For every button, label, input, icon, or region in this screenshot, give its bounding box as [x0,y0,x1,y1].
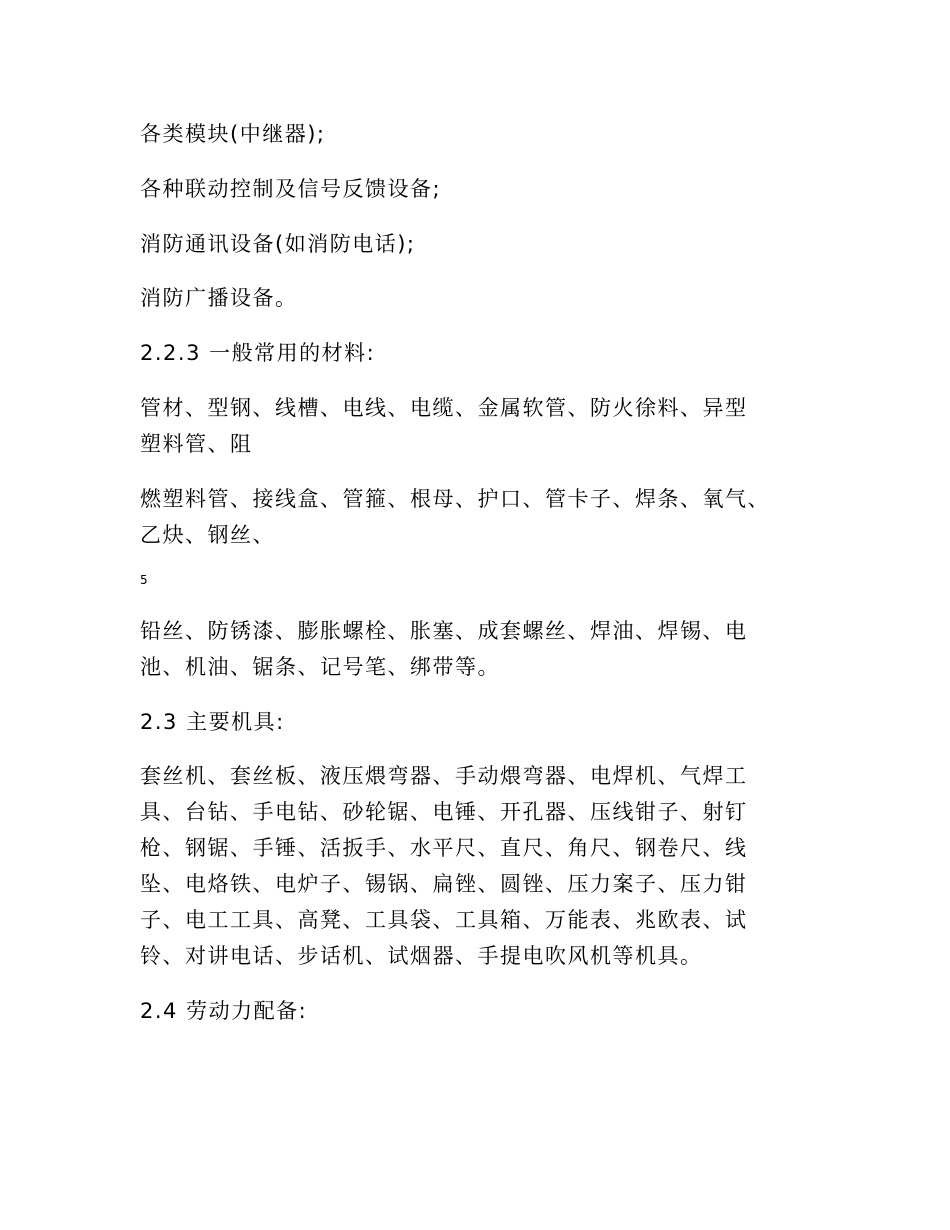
text-line: 池、机油、锯条、记号笔、绑带等。 [140,655,500,679]
text-line: 枪、钢锯、手锤、活扳手、水平尺、直尺、角尺、钢卷尺、线 [140,836,748,860]
section-heading: 2.4 劳动力配备: [140,999,308,1023]
text-line: 消防通讯设备(如消防电话); [140,232,416,256]
section-heading: 2.2.3 一般常用的材料: [140,341,376,365]
text-line: 乙炔、钢丝、 [140,523,275,547]
text-line: 各种联动控制及信号反馈设备; [140,177,442,201]
text-line: 铃、对讲电话、步话机、试烟器、手提电吹风机等机具。 [140,944,703,968]
text-line: 燃塑料管、接线盒、管箍、根母、护口、管卡子、焊条、氧气、 [140,487,770,511]
text-line: 管材、型钢、线槽、电线、电缆、金属软管、防火徐料、异型 [140,396,748,420]
text-line: 塑料管、阻 [140,432,253,456]
section-heading: 2.3 主要机具: [140,710,285,734]
page-number: 5 [140,573,148,587]
text-line: 套丝机、套丝板、液压煨弯器、手动煨弯器、电焊机、气焊工 [140,764,748,788]
text-line: 子、电工工具、高凳、工具袋、工具箱、万能表、兆欧表、试 [140,908,748,932]
text-line: 铅丝、防锈漆、膨胀螺栓、胀塞、成套螺丝、焊油、焊锡、电 [140,619,748,643]
text-line: 坠、电烙铁、电炉子、锡锅、扁锉、圆锉、压力案子、压力钳 [140,872,748,896]
text-line: 消防广播设备。 [140,286,298,310]
text-line: 各类模块(中继器); [140,122,326,146]
text-line: 具、台钻、手电钻、砂轮锯、电锤、开孔器、压线钳子、射钉 [140,800,748,824]
